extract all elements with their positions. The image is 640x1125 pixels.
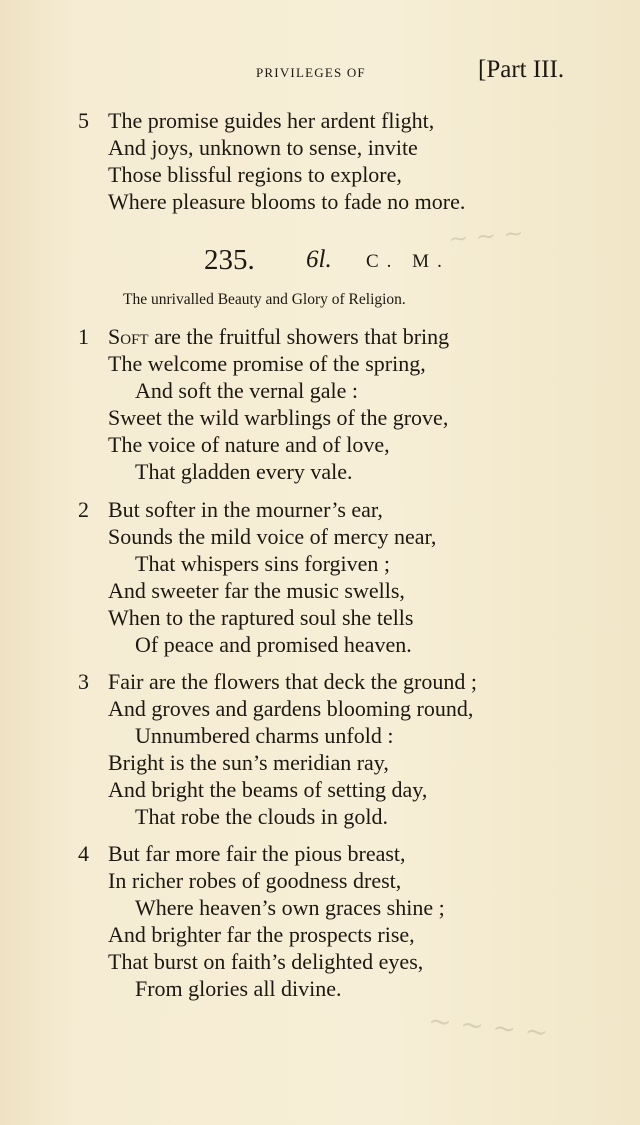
running-head [0, 56, 640, 90]
verse-line: Bright is the sun’s meridian ray, [108, 750, 389, 775]
verse-line: Fair are the flowers that deck the ground ; [108, 669, 477, 694]
hymn-subtitle: The unrivalled Beauty and Glory of Religion. [123, 291, 406, 308]
verse-line: That burst on faith’s delighted eyes, [108, 949, 424, 974]
verse-line: That robe the clouds in gold. [135, 804, 388, 829]
verse-line: And sweeter far the music swells, [108, 578, 405, 603]
verse-line: The voice of nature and of love, [108, 432, 390, 457]
verse-line: And joys, unknown to sense, invite [108, 135, 418, 160]
faint-handwriting-mark: ~ ~ ~ ~ [426, 1003, 550, 1050]
running-head-part: [Part III. [478, 56, 565, 83]
stanza-number: 2 [78, 497, 89, 522]
verse-line-first [108, 324, 449, 350]
verse-line: That whispers sins forgiven ; [135, 551, 391, 576]
verse-line: That gladden every vale. [135, 459, 353, 484]
verse-line: Of peace and promised heaven. [135, 632, 412, 657]
hymn-meter: C. M. [366, 251, 450, 272]
verse-line: And soft the vernal gale : [135, 378, 358, 403]
stanza-number: 5 [78, 108, 89, 133]
faint-handwriting-mark: ~ ~ ~ [446, 218, 525, 254]
verse-line: Where heaven’s own graces shine ; [135, 895, 445, 920]
verse-line: Where pleasure blooms to fade no more. [108, 189, 466, 214]
hymn-price: 6l. [306, 246, 332, 273]
first-word-small-caps: Soft [108, 324, 149, 349]
verse-line: When to the raptured soul she tells [108, 605, 414, 630]
verse-line: And bright the beams of setting day, [108, 777, 428, 802]
stanza-number: 3 [78, 669, 89, 694]
stanza-number: 4 [78, 841, 89, 866]
verse-line: From glories all divine. [135, 976, 342, 1001]
verse-line-rest: are the fruitful showers that bring [148, 324, 450, 349]
verse-line: And brighter far the prospects rise, [108, 922, 415, 947]
verse-line: Sweet the wild warblings of the grove, [108, 405, 449, 430]
verse-line: But softer in the mourner’s ear, [108, 497, 383, 522]
hymn-number: 235. [204, 244, 255, 276]
verse-line: And groves and gardens blooming round, [108, 696, 474, 721]
verse-line: The welcome promise of the spring, [108, 351, 426, 376]
stanza-number: 1 [78, 324, 89, 349]
verse-line: Those blissful regions to explore, [108, 162, 402, 187]
running-head-title: PRIVILEGES OF [256, 65, 366, 80]
verse-line: Unnumbered charms unfold : [135, 723, 394, 748]
hymn-heading [200, 244, 500, 280]
verse-line: In richer robes of goodness drest, [108, 868, 402, 893]
verse-line: But far more fair the pious breast, [108, 841, 406, 866]
verse-line: Sounds the mild voice of mercy near, [108, 524, 437, 549]
verse-line: The promise guides her ardent flight, [108, 108, 435, 133]
